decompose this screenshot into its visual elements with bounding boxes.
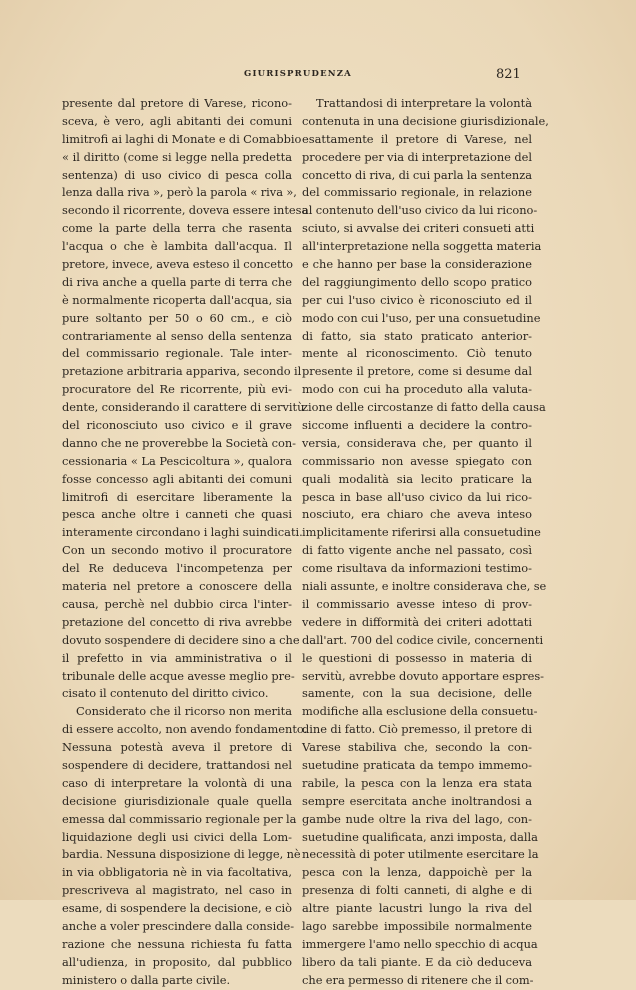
text-line: pesca con la lenza, dappoichè per la xyxy=(302,865,532,880)
text-line: caso di interpretare la volontà di una xyxy=(62,775,292,790)
text-line: secondo il ricorrente, doveva essere intesa xyxy=(62,203,309,218)
text-line: presente il pretore, come si desume dal xyxy=(302,364,532,379)
text-line: sospendere di decidere, trattandosi nel xyxy=(62,757,292,772)
text-line: siccome influenti a decidere la contro- xyxy=(302,418,532,433)
text-line: il commissario avesse inteso di prov- xyxy=(302,596,532,611)
text-line: commissario non avesse spiegato con xyxy=(302,453,532,468)
text-line: zione delle circostanze di fatto della causa xyxy=(302,400,546,415)
text-line: gambe nude oltre la riva del lago, con- xyxy=(302,811,532,826)
text-line: pretazione del concetto di riva avrebbe xyxy=(62,614,292,629)
text-line: del raggiungimento dello scopo pratico xyxy=(302,274,532,289)
text-line: presenza di folti canneti, di alghe e di xyxy=(302,883,532,898)
text-line: sceva, è vero, agli abitanti dei comuni xyxy=(62,113,292,128)
text-line: esattamente il pretore di Varese, nel xyxy=(302,131,532,146)
text-line: presente dal pretore di Varese, ricono- xyxy=(62,96,292,110)
text-line: lago sarebbe impossibile normalmente xyxy=(302,918,532,933)
text-line: versia, considerava che, per quanto il xyxy=(302,435,532,450)
text-line: dall'art. 700 del codice civile, concernenti xyxy=(302,632,544,647)
text-line: anche a voler prescindere dalla conside- xyxy=(62,918,295,933)
text-line: samente, con la sua decisione, delle xyxy=(302,686,532,701)
text-line: lenza dalla riva », però la parola « riva », xyxy=(62,185,297,200)
text-line: pesca in base all'uso civico da lui rico- xyxy=(302,489,532,504)
text-line: modo con cui l'uso, per una consuetudine xyxy=(302,310,541,325)
text-line: sciuto, si avvalse dei criteri consueti atti xyxy=(302,221,535,236)
text-line: vedere in difformità dei criteri adottati xyxy=(302,614,532,629)
text-line: nosciuto, era chiaro che aveva inteso xyxy=(302,507,532,522)
text-line: Varese stabiliva che, secondo la con- xyxy=(302,740,532,755)
text-line: e che hanno per base la considerazione xyxy=(302,257,532,272)
text-line: suetudine praticata da tempo immemo- xyxy=(302,757,532,772)
text-line: Nessuna potestà aveva il pretore di xyxy=(62,740,292,755)
text-line: in via obbligatoria nè in via facoltativa, xyxy=(62,865,292,880)
text-line: emessa dal commissario regionale per la xyxy=(62,811,297,826)
text-line: pretazione arbitraria appariva, secondo il xyxy=(62,364,302,379)
text-line: altre piante lacustri lungo la riva del xyxy=(302,901,532,916)
text-line: il prefetto in via amministrativa o il xyxy=(62,650,292,665)
text-line: niali assunte, e inoltre considerava che, se xyxy=(302,579,547,594)
text-line: come risultava da informazioni testimo- xyxy=(302,561,532,576)
text-line: sentenza) di uso civico di pesca colla xyxy=(62,167,292,182)
text-line: dovuto sospendere di decidere sino a che xyxy=(62,632,300,647)
text-line: del Re deduceva l'incompetenza per xyxy=(62,561,292,576)
text-line: contrariamente al senso della sentenza xyxy=(62,328,292,343)
text-line: necessità di poter utilmente esercitare la xyxy=(302,847,539,862)
text-line: di riva anche a quella parte di terra che xyxy=(62,274,292,289)
text-line: modo con cui ha proceduto alla valuta- xyxy=(302,382,532,397)
text-line: pretore, invece, aveva esteso il concetto xyxy=(62,257,294,272)
text-line: per cui l'uso civico è riconosciuto ed il xyxy=(302,292,532,307)
right-text-column xyxy=(302,95,549,990)
text-line: fosse concesso agli abitanti dei comuni xyxy=(62,471,292,486)
text-line: danno che ne proverebbe la Società con- xyxy=(62,435,296,450)
text-line: Con un secondo motivo il procuratore xyxy=(62,543,292,558)
text-line: di fatto vigente anche nel passato, così xyxy=(302,543,532,558)
text-line: procedere per via di interpretazione del xyxy=(302,149,532,164)
text-line: è normalmente ricoperta dall'acqua, sia xyxy=(62,292,292,307)
text-line: del commissario regionale. Tale inter- xyxy=(62,346,292,361)
text-line: ministero o dalla parte civile. xyxy=(62,972,231,987)
text-line: sempre esercitata anche inoltrandosi a xyxy=(302,793,532,808)
text-line: suetudine qualificata, anzi imposta, dalla xyxy=(302,829,538,844)
text-line: che era permesso di ritenere che il com- xyxy=(302,972,534,987)
text-line: del riconosciuto uso civico e il grave xyxy=(62,418,292,433)
text-line: al contenuto dell'uso civico da lui ricono- xyxy=(302,203,538,218)
text-line: Considerato che il ricorso non merita xyxy=(76,704,292,719)
text-line: cessionaria « La Pescicoltura », qualora xyxy=(62,453,292,468)
text-line: esame, di sospendere la decisione, e ciò xyxy=(62,901,292,916)
left-text-column xyxy=(62,95,309,990)
text-line: implicitamente riferirsi alla consuetudine xyxy=(302,525,541,540)
text-line: pure soltanto per 50 o 60 cm., e ciò xyxy=(62,310,292,325)
text-line: di essere accolto, non avendo fondamento. xyxy=(62,722,308,737)
text-line: interamente circondano i laghi suindicati. xyxy=(62,525,303,540)
text-line: all'interpretazione nella soggetta materia xyxy=(302,239,542,254)
text-line: all'udienza, in proposito, dal pubblico xyxy=(62,954,292,969)
text-line: concetto di riva, di cui parla la sentenza xyxy=(302,167,532,182)
text-line: causa, perchè nel dubbio circa l'inter- xyxy=(62,596,292,611)
text-line: limitrofi ai laghi di Monate e di Comabbio xyxy=(62,131,302,146)
page-number: 821 xyxy=(496,67,521,82)
text-line: immergere l'amo nello specchio di acqua xyxy=(302,936,538,951)
text-line: contenuta in una decisione giurisdizionale, xyxy=(302,113,549,128)
text-line: limitrofi di esercitare liberamente la xyxy=(62,489,292,504)
text-line: dente, considerando il carattere di servitù xyxy=(62,400,305,415)
text-line: bardia. Nessuna disposizione di legge, nè xyxy=(62,847,301,862)
text-line: tribunale delle acque avesse meglio pre- xyxy=(62,668,295,683)
text-line: quali modalità sia lecito praticare la xyxy=(302,471,532,486)
text-line: di fatto, sia stato praticato anterior- xyxy=(302,328,532,343)
text-line: libero da tali piante. E da ciò deduceva xyxy=(302,954,532,969)
text-line: servitù, avrebbe dovuto apportare espres- xyxy=(302,668,545,683)
text-line: l'acqua o che è lambita dall'acqua. Il xyxy=(62,239,292,254)
text-line: procuratore del Re ricorrente, più evi- xyxy=(62,382,292,397)
text-line: « il diritto (come si legge nella predetta xyxy=(62,149,292,164)
text-line: rabile, la pesca con la lenza era stata xyxy=(302,775,532,790)
text-line: prescriveva al magistrato, nel caso in xyxy=(62,883,292,898)
text-line: razione che nessuna richiesta fu fatta xyxy=(62,936,292,951)
text-line: Trattandosi di interpretare la volontà xyxy=(316,96,532,110)
text-line: cisato il contenuto del diritto civico. xyxy=(62,686,269,701)
text-line: liquidazione degli usi civici della Lom- xyxy=(62,829,292,844)
text-line: modifiche alla esclusione della consuetu- xyxy=(302,704,538,719)
running-header xyxy=(0,67,636,85)
text-line: come la parte della terra che rasenta xyxy=(62,221,292,236)
running-title: GIURISPRUDENZA xyxy=(244,69,352,79)
text-line: materia nel pretore a conoscere della xyxy=(62,579,292,594)
text-line: mente al riconoscimento. Ciò tenuto xyxy=(302,346,532,361)
text-line: decisione giurisdizionale quale quella xyxy=(62,793,292,808)
text-line: le questioni di possesso in materia di xyxy=(302,650,532,665)
text-line: del commissario regionale, in relazione xyxy=(302,185,532,200)
text-line: pesca anche oltre i canneti che quasi xyxy=(62,507,292,522)
text-line: dine di fatto. Ciò premesso, il pretore di xyxy=(302,722,532,737)
